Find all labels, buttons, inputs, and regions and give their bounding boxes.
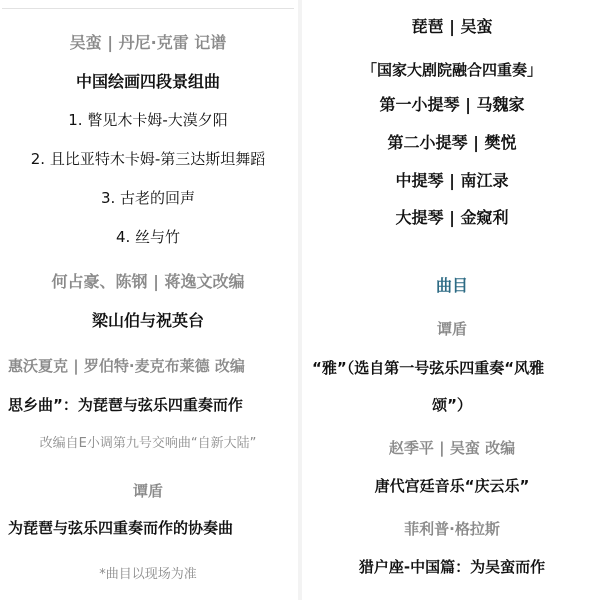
pipa-performer: 琵琶 | 吴蛮	[411, 17, 493, 36]
work-pipa-concerto: 为琵琶与弦乐四重奏而作的协奏曲	[8, 519, 234, 537]
top-rule	[2, 8, 294, 9]
arrangers-credit: 何占豪、陈钢 | 蒋逸文改编	[51, 272, 245, 291]
work-ya-line-2: 颂”）	[432, 396, 472, 414]
composer-zhao-jiping-credit: 赵季平 | 吴蛮 改编	[388, 439, 516, 457]
movement-3: 3. 古老的回声	[100, 189, 196, 207]
movement-2: 2. 且比亚特木卡姆-第三达斯坦舞蹈	[30, 150, 266, 168]
composer-philip-glass: 菲利普·格拉斯	[404, 520, 500, 538]
adapted-from-note: 改编自E小调第九号交响曲“自新大陆”	[39, 436, 257, 451]
composer-tan-dun: 谭盾	[436, 320, 467, 338]
program-heading: 曲目	[435, 276, 468, 295]
work-goin-home: 思乡曲”：为琵琶与弦乐四重奏而作	[8, 396, 243, 414]
second-violin: 第二小提琴 | 樊悦	[387, 133, 517, 152]
movement-4: 4. 丝与竹	[115, 228, 181, 246]
work-ya-line-1: “雅”（选自第一号弦乐四重奏“风雅	[312, 359, 545, 377]
first-violin: 第一小提琴 | 马魏家	[379, 95, 525, 114]
work-qingyunyue: 唐代宫廷音乐“庆云乐”	[374, 477, 530, 495]
suite-title: 中国绘画四段景组曲	[75, 72, 220, 91]
program-subject-to-change-note: *曲目以现场为准	[99, 567, 197, 582]
left-column	[0, 0, 296, 600]
ensemble-name: 「国家大剧院融合四重奏」	[361, 61, 542, 79]
work-orion-china: 猎户座-中国篇：为吴蛮而作	[358, 558, 546, 576]
column-divider	[298, 0, 302, 600]
right-column	[304, 0, 600, 600]
work-butterfly-lovers: 梁山伯与祝英台	[91, 311, 204, 330]
viola: 中提琴 | 南江录	[395, 171, 509, 190]
movement-1: 1. 瞥见木卡姆-大漠夕阳	[68, 111, 228, 129]
composer-tan-dun: 谭盾	[132, 482, 163, 500]
composer-dvorak-credit: 惠沃夏克 | 罗伯特·麦克布莱德 改编	[8, 357, 245, 375]
credit-wu-man-danny-clay: 吴蛮 | 丹尼·克雷 记谱	[69, 33, 227, 52]
cello: 大提琴 | 金窥利	[395, 208, 509, 227]
